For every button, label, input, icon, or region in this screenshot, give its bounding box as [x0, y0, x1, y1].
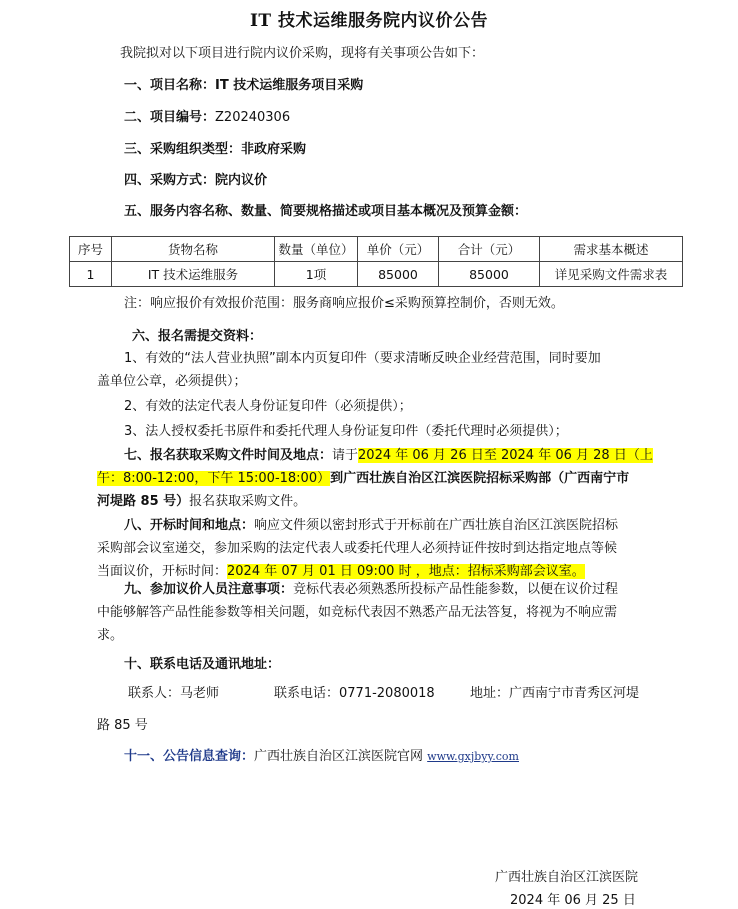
- table-header-cell: 合计（元）: [439, 237, 540, 262]
- item-org-type: 三、采购组织类型：非政府采购: [124, 142, 307, 157]
- table-row: [70, 262, 683, 287]
- contact-address-cont: 路 85 号: [97, 718, 148, 733]
- table-cell: 详见采购文件需求表: [540, 262, 683, 287]
- table-cell: IT 技术运维服务: [112, 262, 275, 287]
- section7-paragraph: 七、报名获取采购文件时间及地点：请于2024 年 06 月 26 日至 2024 年 06 月 28 日（上 午：8:00-12:00，下午 15:00-18:00）到广西壮族自治区江滨医院招标采购部（广西南宁市 河堤路 85 号）报名获取采购文件。: [97, 448, 653, 509]
- item-content-heading: 五、服务内容名称、数量、简要规格描述或项目基本概况及预算金额：: [124, 204, 528, 219]
- hospital-website-link[interactable]: www.gxjbyy.com: [427, 750, 519, 763]
- table-header-cell: 货物名称: [112, 237, 275, 262]
- table-header-cell: 需求基本概述: [540, 237, 683, 262]
- table-cell: 1项: [275, 262, 358, 287]
- signature-date: 2024 年 06 月 25 日: [510, 893, 636, 908]
- section6-item1-cont: 盖单位公章，必须提供）；: [97, 374, 247, 389]
- table-cell: 1: [70, 262, 112, 287]
- section6-item1: 1、有效的“法人营业执照”副本内页复印件（要求清晰反映企业经营范围，同时要加: [124, 351, 601, 366]
- item-project-code: 二、项目编号：Z20240306: [124, 110, 291, 125]
- section6-item3: 3、法人授权委托书原件和委托代理人身份证复印件（委托代理时必须提供）；: [124, 424, 568, 439]
- item-method: 四、采购方式：院内议价: [124, 173, 268, 188]
- table-header-row: [70, 237, 683, 262]
- price-note: 注：响应报价有效报价范围：服务商响应报价≤采购预算控制价，否则无效。: [124, 296, 564, 311]
- table-cell: 85000: [439, 262, 540, 287]
- section8-paragraph: 八、开标时间和地点：响应文件须以密封形式于开标前在广西壮族自治区江滨医院招标 采购部会议室递交，参加采购的法定代表人或委托代理人必须持证件按时到达指定地点等候 当面议价，开标时间：2024 年 07 月 01 日 09:00 时 ，地点：招标采购部会议室。: [97, 518, 619, 579]
- section6-title: 六、报名需提交资料：: [132, 329, 263, 344]
- signature-org: 广西壮族自治区江滨医院: [495, 870, 639, 885]
- section10-title: 十、联系电话及通讯地址：: [124, 657, 281, 672]
- table-cell: 85000: [358, 262, 439, 287]
- section7-highlight-dates: 2024 年 06 月 26 日至 2024 年 06 月 28 日（上: [358, 448, 653, 463]
- table-header-cell: 数量（单位）: [275, 237, 358, 262]
- table-header-cell: 单价（元）: [358, 237, 439, 262]
- contact-person: 联系人：马老师: [128, 686, 220, 701]
- table-header-cell: 序号: [70, 237, 112, 262]
- document-title: IT 技术运维服务院内议价公告: [249, 11, 489, 31]
- section7-highlight-hours: 午：8:00-12:00，下午 15:00-18:00）: [97, 471, 331, 486]
- items-table: [69, 236, 683, 287]
- contact-address: 地址：广西南宁市青秀区河堤: [470, 686, 640, 701]
- section8-highlight-time-place: 2024 年 07 月 01 日 09:00 时 ，地点：招标采购部会议室。: [227, 564, 585, 579]
- section6-item2: 2、有效的法定代表人身份证复印件（必须提供）；: [124, 399, 412, 414]
- section9-paragraph: 九、参加议价人员注意事项：竞标代表必须熟悉所投标产品性能参数，以便在议价过程 中能够解答产品性能参数等相关问题，如竞标代表因不熟悉产品无法答复，将视为不响应需 求。: [97, 582, 619, 643]
- item-project-name: 一、项目名称：IT 技术运维服务项目采购: [124, 78, 364, 93]
- section11-line: 十一、公告信息查询：广西壮族自治区江滨医院官网 www.gxjbyy.com: [124, 749, 519, 764]
- contact-phone: 联系电话：0771-2080018: [274, 686, 435, 701]
- intro-text: 我院拟对以下项目进行院内议价采购，现将有关事项公告如下：: [120, 46, 485, 61]
